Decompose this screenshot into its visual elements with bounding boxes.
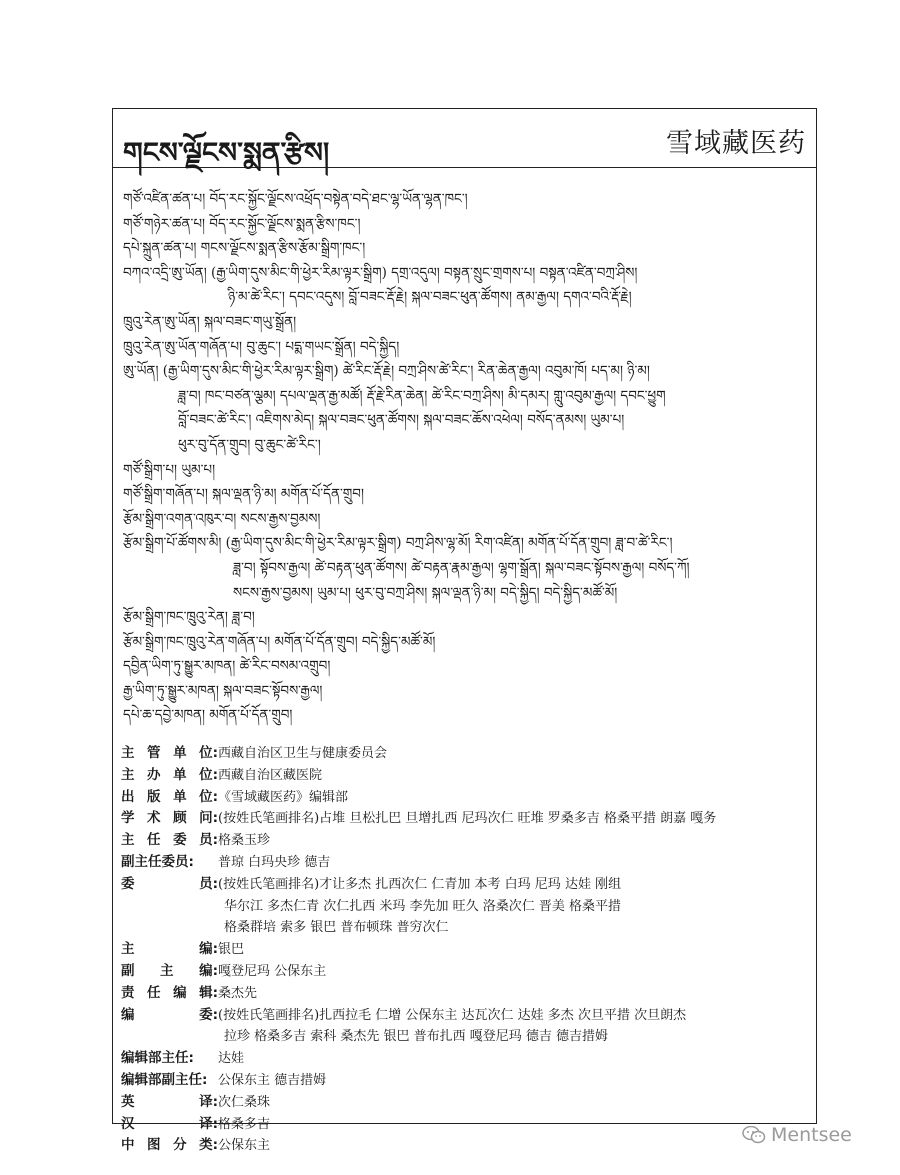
credit-label [121, 787, 218, 809]
tibetan-line: རྩོམ་སྒྲིག་འགན་འཁུར་བ། སངས་རྒྱས་བྱམས། [123, 510, 321, 527]
credit-value: 嘎登尼玛 公保东主 [218, 963, 327, 979]
credit-label-char: 编 [121, 1006, 135, 1023]
credit-row [121, 1135, 816, 1157]
tibetan-line: ཟླ་བ། ཁང་བཙན་ལྕམ། དཔལ་ལྡན་རྒྱ་མཚོ། རྡོ་རྗེ་རིན་ཆེན། ཚེ་རིང་བཀྲ་ཤིས། མི་དམར། གླུ་འབུམ་རྒྱལ། དབང་ཕྱུག [178, 387, 666, 404]
credit-continuation: 拉珍 格桑多吉 索科 桑杰先 银巴 普布扎西 嘎登尼玛 德吉 德吉措姆 [224, 1029, 609, 1045]
tibetan-credits [123, 187, 813, 728]
credit-label-char: 问: [199, 810, 218, 827]
credit-row [121, 1005, 816, 1027]
credit-value: 银巴 [218, 942, 245, 958]
tibetan-line: ཁྲུའུ་རེན་ཨུ་ཡོན་གཞོན་པ། བུ་ཆུང་། པདྨ་གཡང་སྒྲོན། བདེ་སྐྱིད། [123, 338, 400, 355]
credit-label-char: 管 [147, 745, 161, 761]
credit-continuation: 格桑群培 索多 银巴 普布顿珠 普穷次仁 [224, 920, 449, 936]
credit-row [121, 1092, 816, 1114]
tibetan-line: ཁྲུའུ་རེན་ཨུ་ཡོན། སྐལ་བཟང་གཡུ་སྒྲོན། [123, 313, 297, 330]
tibetan-line: སངས་རྒྱས་བྱམས། ཡུམ་པ། ཕུར་བུ་བཀྲ་ཤིས། སྐལ་ལྡན་ཉི་མ། བདེ་སྐྱིད། བདེ་སྐྱིད་མཚོ་མོ། [233, 584, 618, 601]
credit-label-char: 主 [121, 766, 135, 783]
credit-label-char: 编辑部主任: [121, 1050, 194, 1067]
credit-label-char: 编: [199, 962, 218, 979]
credit-label-char: 分 [173, 1137, 187, 1154]
tibetan-line: དཔེ་ཆ་དབྱེ་མཁན། མགོན་པོ་དོན་གྲུབ། [123, 707, 293, 724]
credit-value: (按姓氏笔画排名)占堆 旦松扎巴 旦增扎西 尼玛次仁 旺堆 罗桑多吉 格桑平措 朗嘉 嘎务 [218, 811, 717, 827]
credit-value: 桑杰先 [218, 985, 258, 1001]
credit-label-char: 出 [121, 788, 135, 805]
chinese-credits [121, 743, 816, 1157]
credit-row [121, 743, 816, 765]
credit-label-char: 委: [199, 1006, 218, 1023]
credit-label-char: 员: [199, 875, 218, 892]
tibetan-line: གཙོ་སྒྲིག་གཞོན་པ། སྐལ་ལྡན་ཉི་མ། མགོན་པོ་དོན་གྲུབ། [123, 486, 364, 503]
credit-label-char: 委 [121, 875, 135, 892]
tibetan-line: གཙོ་གཉེར་ཚན་པ། བོད་རང་སྐྱོང་ལྗོངས་སྨན་རྩིས་ཁང་། [123, 215, 361, 232]
tibetan-line: གཙོ་སྒྲིག་པ། ཡུམ་པ། [123, 461, 216, 478]
credit-label-char: 副主任委员: [121, 853, 194, 870]
chinese-title: 雪域藏医药 [666, 128, 806, 159]
credit-label-char: 编: [199, 941, 218, 958]
credit-label-char: 任 [147, 832, 161, 849]
tibetan-line: ཨུ་ཡོན། (རྒྱ་ཡིག་དུས་མིང་གི་ཕྱེར་རིམ་ལྟར་སྒྲིག) ཚེ་རིང་རྡོ་རྗེ། བཀྲ་ཤིས་ཚེ་རིང་། རིན་ཆེན་རྒྱལ། འབུམ་ཁོ། པད་མ། ཉི་མ། [123, 363, 650, 380]
tibetan-line: རྩོམ་སྒྲིག་ཁང་ཁྲུའུ་རེན་གཞོན་པ། མགོན་པོ་དོན་གྲུབ། བདེ་སྐྱིད་མཚོ་མོ། [123, 633, 436, 650]
credit-label-char: 版 [147, 788, 161, 805]
credit-label-char: 位: [199, 788, 218, 805]
credit-label-char: 主 [160, 962, 174, 979]
credit-label [121, 830, 218, 852]
credit-label-char: 责 [121, 984, 135, 1001]
tibetan-line: དབྱིན་ཡིག་ཏུ་སྒྱུར་མཁན། ཚེ་རིང་བསམ་འགྲུབ། [123, 658, 331, 675]
credit-label-char: 编 [173, 984, 187, 1001]
credit-label-char: 顾 [173, 810, 187, 827]
credit-label-char: 主 [121, 941, 135, 958]
tibetan-line: གཙོ་འཛིན་ཚན་པ། བོད་རང་སྐྱོང་ལྗོངས་འཕྲོད་བསྟེན་བདེ་ཐང་ལྷ་ཡོན་ལྷན་ཁང་། [123, 191, 468, 207]
tibetan-title: གངས་ལྗོངས་སྨན་རྩིས། [123, 136, 330, 169]
credit-row [121, 939, 816, 961]
tibetan-line: ཟླ་བ། སྟོབས་རྒྱལ། ཚེ་བརྟན་ཕུན་ཚོགས། ཚེ་བརྟན་རྣམ་རྒྱལ། ལྷག་སྒྲོན། སྐལ་བཟང་སྟོབས་རྒྱལ། བསོད་ཀོ། [233, 559, 690, 576]
credit-continuation: 华尔江 多杰仁青 次仁扎西 米玛 李先加 旺久 洛桑次仁 晋美 格桑平措 [224, 898, 622, 914]
tibetan-line: དཔེ་སྐྲུན་ཚན་པ། གངས་ལྗོངས་སྨན་རྩིས་རྩོམ་སྒྲིག་ཁང་། [123, 240, 366, 257]
credit-label [121, 874, 218, 896]
credit-label [121, 765, 218, 787]
credit-row [121, 808, 816, 830]
credit-row [121, 1070, 816, 1092]
credit-row [121, 765, 816, 787]
credit-label [121, 852, 218, 874]
wechat-icon [742, 1126, 766, 1144]
tibetan-line: བཀའ་འདྲི་ཨུ་ཡོན། (རྒྱ་ཡིག་དུས་མིང་གི་ཕྱེར་རིམ་ལྟར་སྒྲིག) དགྲ་འདུལ། བསྟན་སྲུང་གྲགས་པ། བསྟན་འཛིན་བཀྲ་ཤིས། [123, 264, 638, 281]
credit-label-char: 员: [199, 832, 218, 849]
credit-label-char: 术 [147, 810, 161, 827]
credit-value: 公保东主 [218, 1138, 271, 1154]
tibetan-line: ཕུར་བུ་དོན་གྲུབ། བུ་ཆུང་ཚེ་རིང་། [178, 436, 321, 453]
credit-label-char: 办 [147, 766, 161, 783]
tibetan-line: རྩོམ་སྒྲིག་པོ་ཚོགས་མི། (རྒྱ་ཡིག་དུས་མིང་གི་ཕྱེར་རིམ་ལྟར་སྒྲིག) བཀྲ་ཤིས་ལྷ་མོ། རིག་འཛིན། མགོན་པོ་དོན་གྲུབ། ཟླ་བ་ཚེ་རིང་། [123, 535, 673, 552]
credit-label-char: 单 [173, 788, 187, 805]
credit-row [121, 961, 816, 983]
credit-label [121, 743, 218, 765]
tibetan-line: རྒྱ་ཡིག་ཏུ་སྒྱུར་མཁན། སྐལ་བཟང་སྟོབས་རྒྱལ། [123, 682, 323, 699]
credit-label-char: 图 [147, 1137, 161, 1154]
credit-label [121, 961, 218, 983]
credit-label-char: 副 [121, 962, 135, 979]
credit-label-char: 类: [199, 1137, 218, 1154]
credit-label-char: 学 [121, 810, 135, 827]
tibetan-line: བློ་བཟང་ཚེ་རིང་། འཇིགས་མེད། སྐལ་བཟང་ཕུན་ཚོགས། སྐལ་བཟང་ཆོས་འཕེལ། བསོད་ནམས། ཡུམ་པ། [178, 412, 625, 429]
credit-label [121, 1114, 218, 1136]
credit-value: 普琼 白玛央珍 德吉 [218, 854, 331, 870]
credit-label [121, 1005, 218, 1027]
credit-row [121, 874, 816, 896]
credit-label-char: 位: [199, 745, 218, 761]
credit-label [121, 1070, 218, 1092]
credit-row [121, 830, 816, 852]
credit-value: 西藏自治区卫生与健康委员会 [218, 746, 388, 761]
credit-label-char: 单 [173, 745, 187, 761]
credit-label-char: 编辑部副主任: [121, 1071, 208, 1088]
credit-label-char: 单 [173, 766, 187, 783]
credit-label-char: 译: [199, 1115, 218, 1132]
credit-label-char: 中 [121, 1137, 135, 1154]
credit-value: (按姓氏笔画排名)扎西拉毛 仁增 公保东主 达瓦次仁 达娃 多杰 次旦平措 次旦朗杰 [218, 1007, 687, 1023]
watermark-text: Mentsee [771, 1124, 852, 1146]
credit-value: 西藏自治区藏医院 [218, 767, 323, 783]
credit-label-char: 译: [199, 1093, 218, 1110]
credit-label-char: 委 [173, 832, 187, 849]
credit-value: 《雪域藏医药》编辑部 [218, 789, 349, 805]
credit-label-char: 汉 [121, 1115, 135, 1132]
masthead-header [113, 109, 816, 168]
credit-label-char: 辑: [199, 984, 218, 1001]
credit-label [121, 939, 218, 961]
watermark [742, 1124, 852, 1146]
credit-label [121, 808, 218, 830]
credit-label-char: 英 [121, 1093, 135, 1110]
credit-value: 格桑玉珍 [218, 833, 271, 849]
credit-label-char: 任 [147, 984, 161, 1001]
tibetan-line: ཉི་མ་ཚེ་རིང་། དབང་འདུས། བློ་བཟང་རྡོ་རྗེ། སྐལ་བཟང་ཕུན་ཚོགས། ནམ་རྒྱལ། དགའ་བའི་རྡོ་རྗེ། [228, 289, 632, 306]
credit-row [121, 787, 816, 809]
credit-value: (按姓氏笔画排名)才让多杰 扎西次仁 仁青加 本考 白玛 尼玛 达娃 刚组 [218, 876, 622, 892]
credit-row [121, 852, 816, 874]
credit-value: 格桑多吉 [218, 1116, 271, 1132]
credit-value: 次仁桑珠 [218, 1094, 271, 1110]
credit-label-char: 位: [199, 766, 218, 783]
credit-value: 公保东主 德吉措姆 [218, 1072, 327, 1088]
credit-label-char: 主 [121, 745, 135, 761]
credit-label-char: 主 [121, 832, 135, 849]
tibetan-line: རྩོམ་སྒྲིག་ཁང་ཁྲུའུ་རེན། ཟླ་བ། [123, 609, 255, 626]
credit-row [121, 983, 816, 1005]
credit-label [121, 1048, 218, 1070]
credit-label [121, 1092, 218, 1114]
credit-value: 达娃 [218, 1051, 245, 1067]
credit-label [121, 1135, 218, 1157]
credit-row [121, 1114, 816, 1136]
credit-row [121, 1048, 816, 1070]
credit-label [121, 983, 218, 1005]
